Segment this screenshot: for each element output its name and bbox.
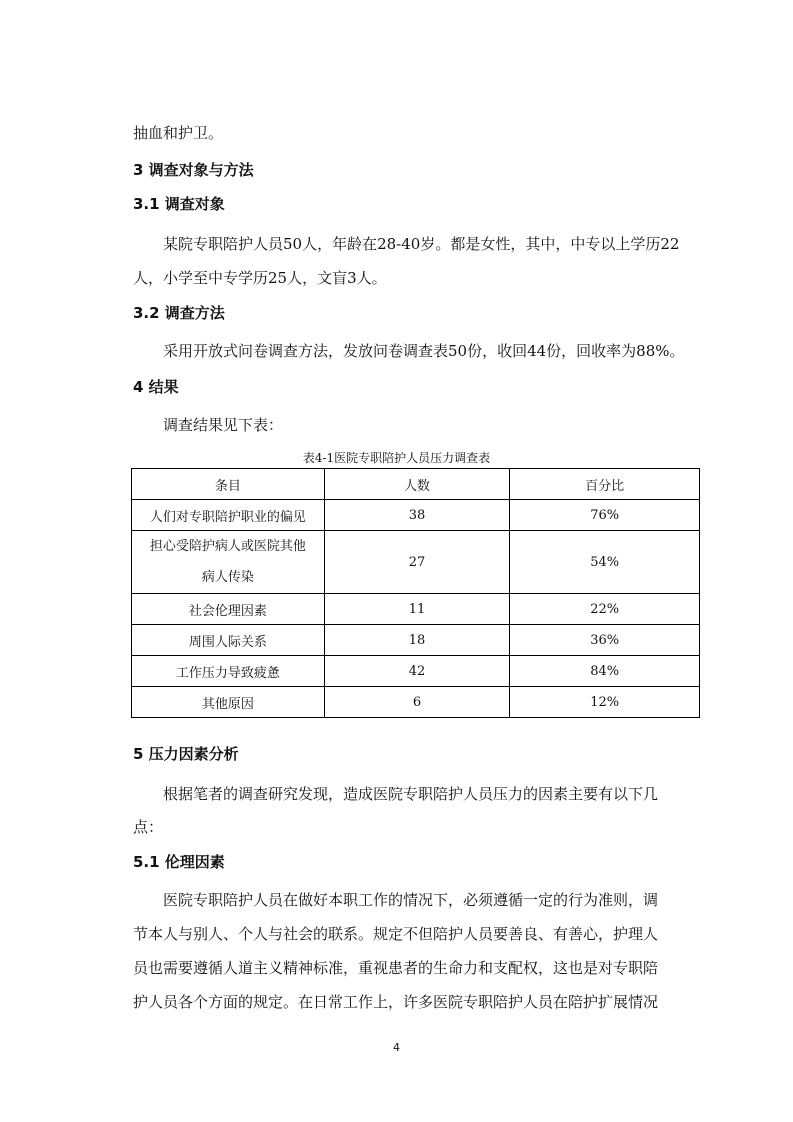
paragraph-line: 医院专职陪护人员在做好本职工作的情况下，必须遵循一定的行为准则，调 [163,891,659,909]
table-header-row [132,469,700,500]
cell-percent: 54% [510,531,700,594]
cell-count: 18 [324,625,510,656]
page-number: 4 [393,1041,400,1054]
cell-count: 11 [324,594,510,625]
paragraph-line: 人，小学至中专学历25人，文盲3人。 [133,269,387,287]
cell-count: 38 [324,500,510,531]
cell-item: 其他原因 [132,687,325,718]
table-row [132,687,700,718]
cell-count: 42 [324,656,510,687]
column-header-percent: 百分比 [510,469,700,500]
paragraph-line: 调查结果见下表： [163,416,284,434]
cell-item [132,531,325,594]
cell-item-line: 担心受陪护病人或医院其他 [149,539,306,554]
table-row [132,625,700,656]
paragraph-line: 根据笔者的调查研究发现，造成医院专职陪护人员压力的因素主要有以下几 [163,785,659,803]
paragraph-line: 护人员各个方面的规定。在日常工作上，许多医院专职陪护人员在陪护扩展情况 [133,993,659,1011]
cell-percent: 36% [510,625,700,656]
cell-percent: 12% [510,687,700,718]
heading-section-5: 5 压力因素分析 [133,745,239,763]
table-row [132,500,700,531]
heading-section-5-1: 5.1 伦理因素 [133,853,225,871]
cell-item: 社会伦理因素 [132,594,325,625]
heading-section-3-1: 3.1 调查对象 [133,195,225,213]
cell-count: 27 [324,531,510,594]
survey-table [131,468,700,718]
table-row [132,656,700,687]
text-line: 抽血和护卫。 [133,124,224,142]
paragraph-line: 员也需要遵循人道主义精神标准，重视患者的生命力和支配权，这也是对专职陪 [133,959,659,977]
heading-section-4: 4 结果 [133,378,179,396]
table-caption: 表4-1医院专职陪护人员压力调查表 [302,451,491,465]
cell-percent: 22% [510,594,700,625]
cell-item-line: 病人传染 [201,570,254,585]
cell-percent: 76% [510,500,700,531]
paragraph-line: 某院专职陪护人员50人，年龄在28-40岁。都是女性，其中，中专以上学历22 [163,235,680,253]
cell-item: 工作压力导致疲惫 [132,656,325,687]
heading-section-3: 3 调查对象与方法 [133,161,254,179]
column-header-count: 人数 [324,469,510,500]
cell-percent: 84% [510,656,700,687]
column-header-item: 条目 [132,469,325,500]
paragraph-line: 节本人与别人、个人与社会的联系。规定不但陪护人员要善良、有善心，护理人 [133,925,659,943]
cell-count: 6 [324,687,510,718]
table-row [132,594,700,625]
heading-section-3-2: 3.2 调查方法 [133,304,225,322]
cell-item: 周围人际关系 [132,625,325,656]
cell-item: 人们对专职陪护职业的偏见 [132,500,325,531]
paragraph-line: 点： [133,818,164,836]
table-row [132,531,700,594]
paragraph-line: 采用开放式问卷调查方法，发放问卷调查表50份，收回44份，回收率为88%。 [163,342,685,360]
